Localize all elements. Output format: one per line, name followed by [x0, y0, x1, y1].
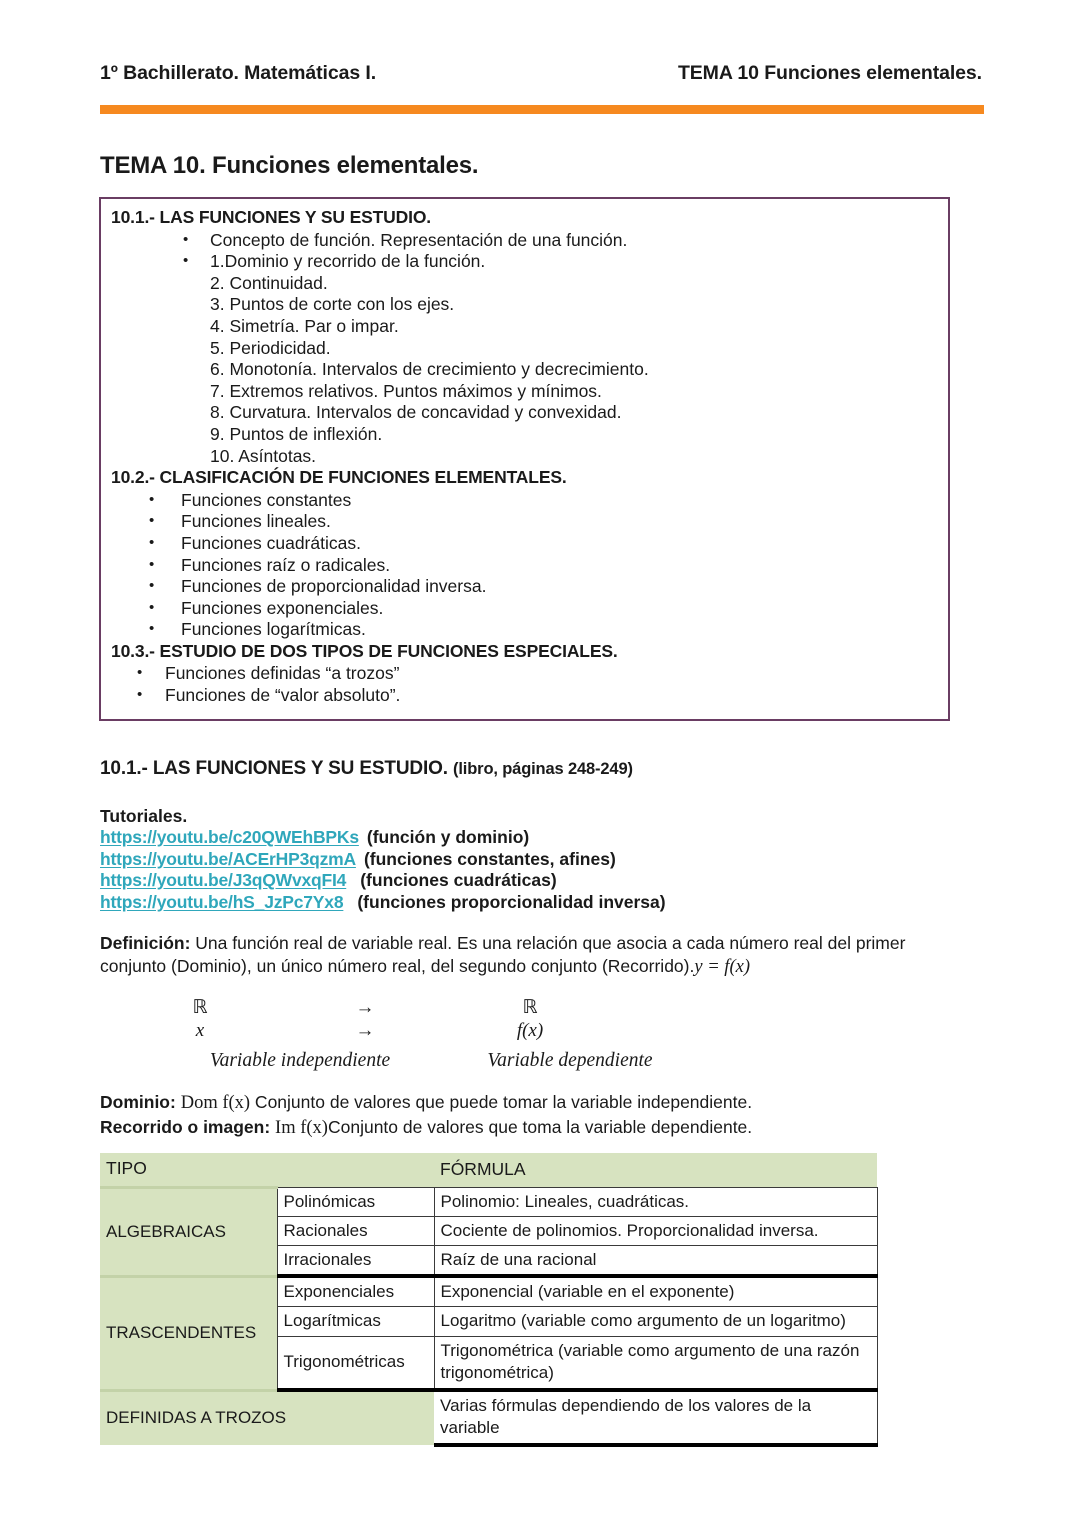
table-cell-formula: Cociente de polinomios. Proporcionalidad inversa. [434, 1217, 877, 1246]
running-header-left: 1º Bachillerato. Matemáticas I. [100, 62, 377, 84]
list-item: 8. Curvatura. Intervalos de concavidad y convexidad. [210, 402, 622, 423]
mapping-domain-element: x [195, 1020, 205, 1041]
tutorial-row [100, 827, 666, 849]
tutorial-note: (función y dominio) [366, 827, 530, 847]
table-cell-subtype: Irracionales [277, 1246, 434, 1277]
domain-line [100, 1091, 752, 1116]
tutorial-row [100, 870, 666, 892]
list-item: 10. Asíntotas. [210, 445, 317, 466]
list-item: • Funciones exponenciales. [109, 598, 938, 620]
table-header-tipo: TIPO [100, 1153, 434, 1188]
table-row [100, 1390, 877, 1445]
domain-label: Dominio: [100, 1092, 176, 1112]
list-item: 2. Continuidad. [210, 272, 328, 293]
tutorial-note: (funciones cuadráticas) [360, 870, 557, 890]
range-line [100, 1116, 752, 1141]
tutorial-row [100, 849, 666, 871]
table-cell-formula: Raíz de una racional [434, 1246, 877, 1277]
table-group-definidas-a-trozos: DEFINIDAS A TROZOS [100, 1390, 434, 1445]
list-item: 3. Puntos de corte con los ejes. [210, 294, 455, 315]
mapping-caption-dependent: Variable dependiente [487, 1050, 653, 1071]
definition-text: Una función real de variable real. Es una relación que asocia a cada número real del primer conjunto (Dominio), un único número real, del segundo conjunto (Recorrido). [100, 933, 906, 976]
mapping-domain-set: ℝ [192, 997, 208, 1018]
list-item: 6. Monotonía. Intervalos de crecimiento y decrecimiento. [210, 359, 649, 380]
list-item: 7. Extremos relativos. Puntos máximos y mínimos. [210, 380, 602, 401]
list-item: • Funciones de “valor absoluto”. [109, 685, 938, 707]
table-row [100, 1188, 877, 1217]
tutorial-link[interactable]: https://youtu.be/ACErHP3qzmA [100, 848, 356, 869]
classification-table [100, 1153, 878, 1447]
mapping-diagram [100, 996, 720, 1072]
mapping-arrow-icon: → [355, 997, 375, 1018]
contents-box [99, 197, 950, 721]
definition-paragraph [100, 932, 936, 979]
mapping-row-sets [100, 996, 720, 1020]
tutorial-link[interactable]: https://youtu.be/J3qQWvxqFI4 [100, 870, 347, 890]
mapping-range-set: ℝ [522, 997, 538, 1018]
table-cell-formula: Exponencial (variable en el exponente) [434, 1276, 877, 1307]
section-heading-main: 10.1.- LAS FUNCIONES Y SU ESTUDIO. [100, 758, 448, 779]
table-cell-subtype: Exponenciales [277, 1276, 434, 1307]
table-cell-subtype: Trigonométricas [277, 1337, 434, 1391]
tutorial-note: (funciones proporcionalidad inversa) [357, 891, 666, 912]
page-title: TEMA 10. Funciones elementales. [100, 152, 479, 179]
contents-list-10-2 [109, 490, 938, 641]
list-item: • Funciones lineales. [109, 511, 938, 533]
contents-list-10-1 [109, 230, 938, 468]
table-row [100, 1276, 877, 1307]
tutorial-note: (funciones constantes, afines) [363, 848, 616, 869]
contents-list-10-3 [109, 663, 938, 706]
orange-horizontal-rule [100, 105, 984, 114]
list-item: • Funciones logarítmicas. [109, 619, 938, 641]
list-item: • 1.Dominio y recorrido de la función. [109, 251, 938, 273]
table-cell-formula: Logaritmo (variable como argumento de un logaritmo) [434, 1307, 877, 1337]
definition-label: Definición: [100, 933, 191, 953]
tutorial-link[interactable]: https://youtu.be/c20QWEhBPKs [100, 827, 359, 847]
tutorial-row [100, 892, 666, 914]
table-cell-subtype: Racionales [277, 1217, 434, 1246]
running-header-right: TEMA 10 Funciones elementales. [677, 62, 982, 84]
section-heading-reference: (libro, páginas 248-249) [453, 760, 633, 778]
table-cell-formula: Trigonométrica (variable como argumento de una razón trigonométrica) [434, 1337, 877, 1391]
list-item: 5. Periodicidad. [210, 337, 331, 358]
table-group-trascendentes: TRASCENDENTES [100, 1276, 277, 1390]
list-item: 9. Puntos de inflexión. [210, 423, 383, 444]
definition-formula: y = f(x) [694, 957, 750, 977]
mapping-range-element: f(x) [516, 1020, 544, 1041]
mapping-row-elements [100, 1020, 720, 1044]
list-item: • Funciones raíz o radicales. [109, 555, 938, 577]
range-label: Recorrido o imagen: [100, 1116, 271, 1137]
contents-heading-10-3: 10.3.- ESTUDIO DE DOS TIPOS DE FUNCIONES ESPECIALES. [111, 640, 618, 661]
list-item: • Funciones de proporcionalidad inversa. [109, 576, 938, 598]
tutorials-label: Tutoriales. [100, 806, 188, 826]
list-item: • Funciones definidas “a trozos” [109, 663, 938, 685]
table-cell-subtype: Polinómicas [277, 1188, 434, 1217]
running-header [100, 62, 984, 85]
section-heading [100, 758, 633, 780]
range-notation: Im f(x) [275, 1117, 328, 1138]
table-cell-formula: Varias fórmulas dependiendo de los valores de la variable [434, 1390, 877, 1445]
mapping-arrow-icon: → [355, 1020, 375, 1041]
list-item: • Funciones constantes [109, 490, 938, 512]
table-cell-formula: Polinomio: Lineales, cuadráticas. [434, 1188, 877, 1217]
list-item: • Concepto de función. Representación de una función. [109, 230, 938, 252]
mapping-captions [160, 1050, 720, 1072]
domain-range-block [100, 1091, 752, 1140]
domain-text: Conjunto de valores que puede tomar la variable independiente. [250, 1092, 753, 1112]
domain-notation: Dom f(x) [180, 1093, 251, 1113]
range-text: Conjunto de valores que toma la variable dependiente. [327, 1116, 753, 1137]
table-header-formula: FÓRMULA [434, 1153, 877, 1188]
tutorials-list [100, 827, 666, 913]
mapping-caption-independent: Variable independiente [209, 1050, 391, 1071]
table-group-algebraicas: ALGEBRAICAS [100, 1188, 277, 1277]
tutorial-link[interactable]: https://youtu.be/hS_JzPc7Yx8 [100, 891, 344, 912]
table-header-row [100, 1153, 877, 1188]
list-item: 4. Simetría. Par o impar. [210, 315, 399, 336]
table-cell-subtype: Logarítmicas [277, 1307, 434, 1337]
list-item: • Funciones cuadráticas. [109, 533, 938, 555]
contents-heading-10-2: 10.2.- CLASIFICACIÓN DE FUNCIONES ELEMENTALES. [111, 467, 567, 488]
contents-heading-10-1: 10.1.- LAS FUNCIONES Y SU ESTUDIO. [111, 207, 432, 227]
